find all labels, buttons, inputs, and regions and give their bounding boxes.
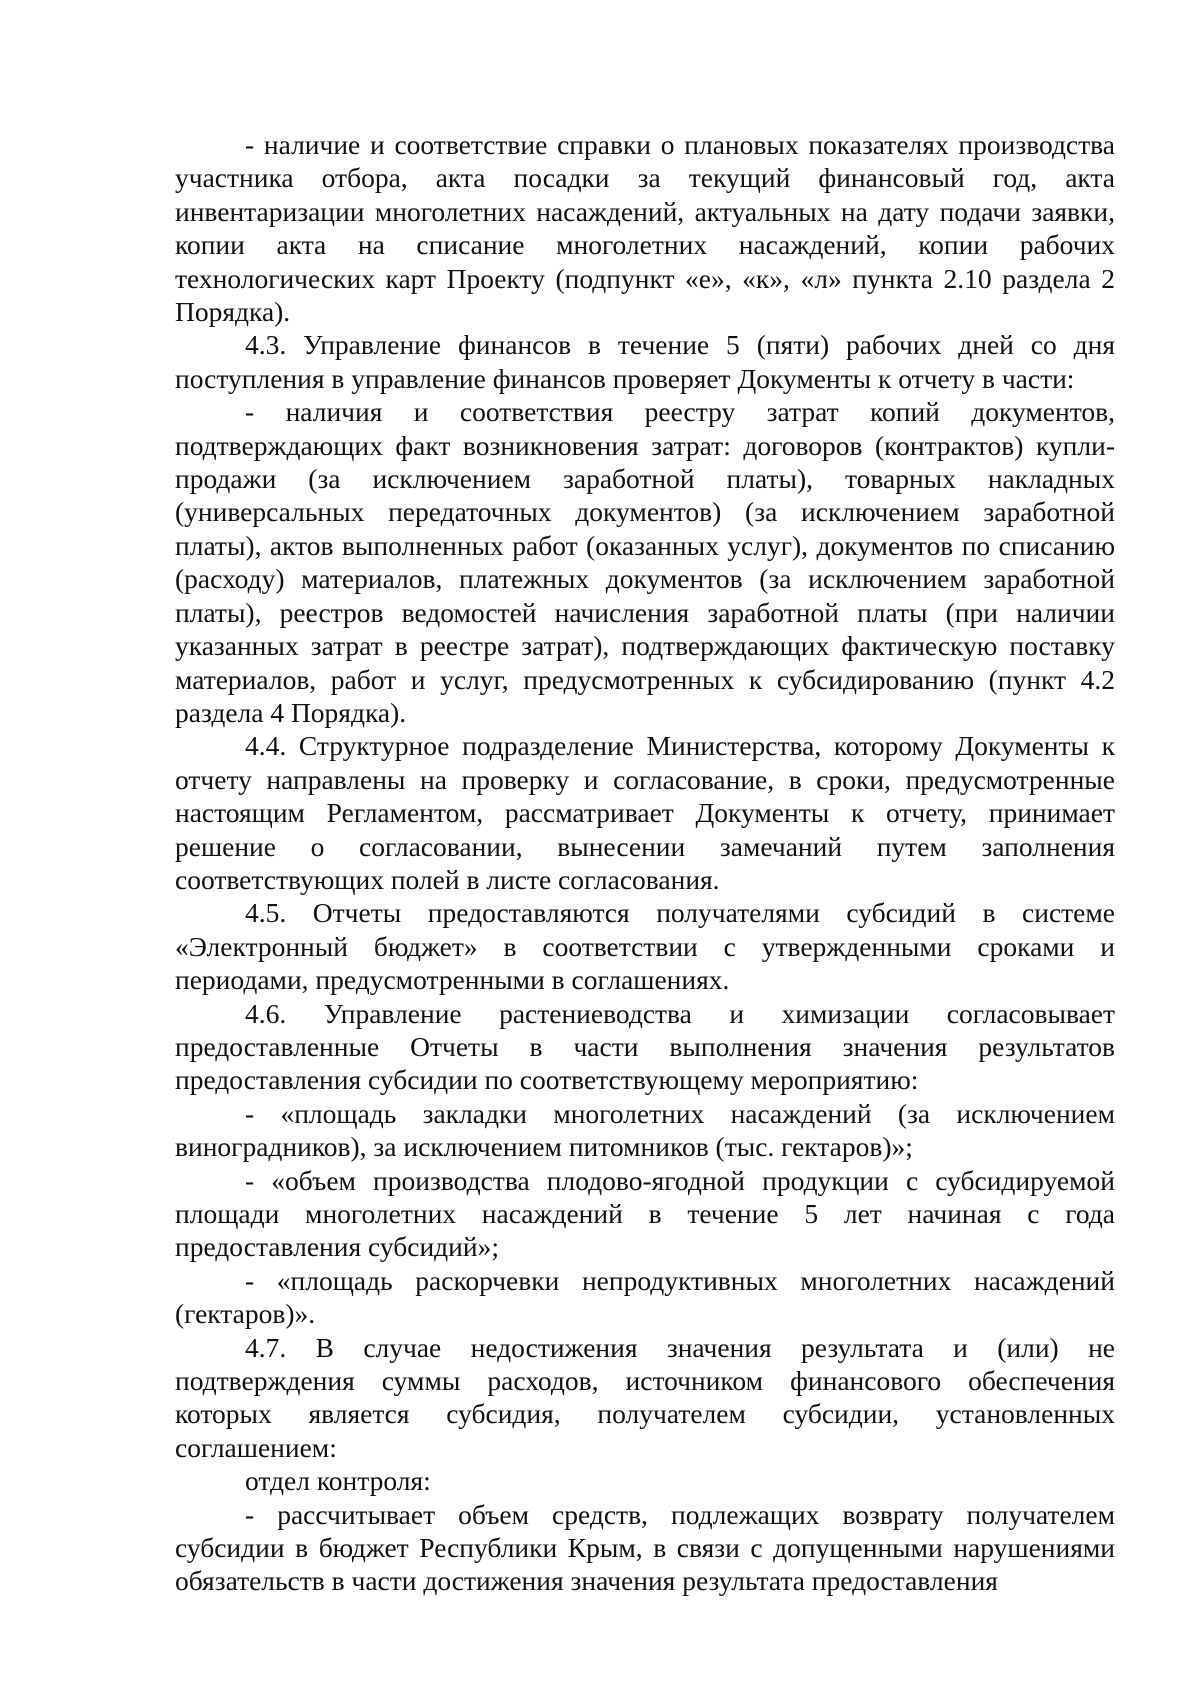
paragraph-documents-list-item: - наличие и соответствие справки о плановых показателях производства участника отбора, акта посадки за текущий финансовый год, акта инвентаризации многолетних насаждений, актуальных на дату подачи заявки, копии акта на списание многолетних насаждений, копии рабочих технологических карт Проекту (подпункт «е», «к», «л» пункта 2.10 раздела 2 Порядка). [175,129,1115,328]
paragraph-4-6-list-item-1: - «площадь закладки многолетних насаждений (за исключением виноградников), за исключением питомников (тыс. гектаров)»; [175,1097,1115,1163]
paragraph-4-6-list-item-3: - «площадь раскорчевки непродуктивных многолетних насаждений (гектаров)». [175,1264,1115,1330]
paragraph-control-department: отдел контроля: [245,1465,431,1497]
paragraph-4-4: 4.4. Структурное подразделение Министерства, которому Документы к отчету направлены на проверку и согласование, в сроки, предусмотренные настоящим Регламентом, рассматривает Документы к отчету, принимает решение о согласовании, вынесении замечаний путем заполнения соответствующих полей в листе согласования. [175,730,1115,895]
paragraph-4-3: 4.3. Управление финансов в течение 5 (пяти) рабочих дней со дня поступления в управление финансов проверяет Документы к отчету в части: [175,329,1115,394]
paragraph-4-6-list-item-2: - «объем производства плодово-ягодной продукции с субсидируемой площади многолетних насаждений в течение 5 лет начиная с года предоставления субсидий»; [175,1164,1115,1263]
paragraph-control-list-item: - рассчитывает объем средств, подлежащих возврату получателем субсидии в бюджет Республики Крым, в связи с допущенными нарушениями обязательств в части достижения значения результата предоставления [175,1498,1115,1597]
paragraph-4-5: 4.5. Отчеты предоставляются получателями субсидий в системе «Электронный бюджет» в соответствии с утвержденными сроками и периодами, предусмотренными в соглашениях. [175,897,1115,996]
document-body [175,128,1115,1598]
paragraph-4-3-list-item: - наличия и соответствия реестру затрат копий документов, подтверждающих факт возникновения затрат: договоров (контрактов) купли-продажи (за исключением заработной платы), товарных накладных (универсальных передаточных документов) (за исключением заработной платы), актов выполненных работ (оказанных услуг), документов по списанию (расходу) материалов, платежных документов (за исключением заработной платы), реестров ведомостей начисления заработной платы (при наличии указанных затрат в реестре затрат), подтверждающих фактическую поставку материалов, работ и услуг, предусмотренных к субсидированию (пункт 4.2 раздела 4 Порядка). [175,396,1115,728]
paragraph-4-6: 4.6. Управление растениеводства и химизации согласовывает предоставленные Отчеты в части выполнения значения результатов предоставления субсидии по соответствующему мероприятию: [175,997,1115,1096]
paragraph-4-7: 4.7. В случае недостижения значения результата и (или) не подтверждения суммы расходов, источником финансового обеспечения которых является субсидия, получателем субсидии, установленных соглашением: [175,1331,1115,1463]
